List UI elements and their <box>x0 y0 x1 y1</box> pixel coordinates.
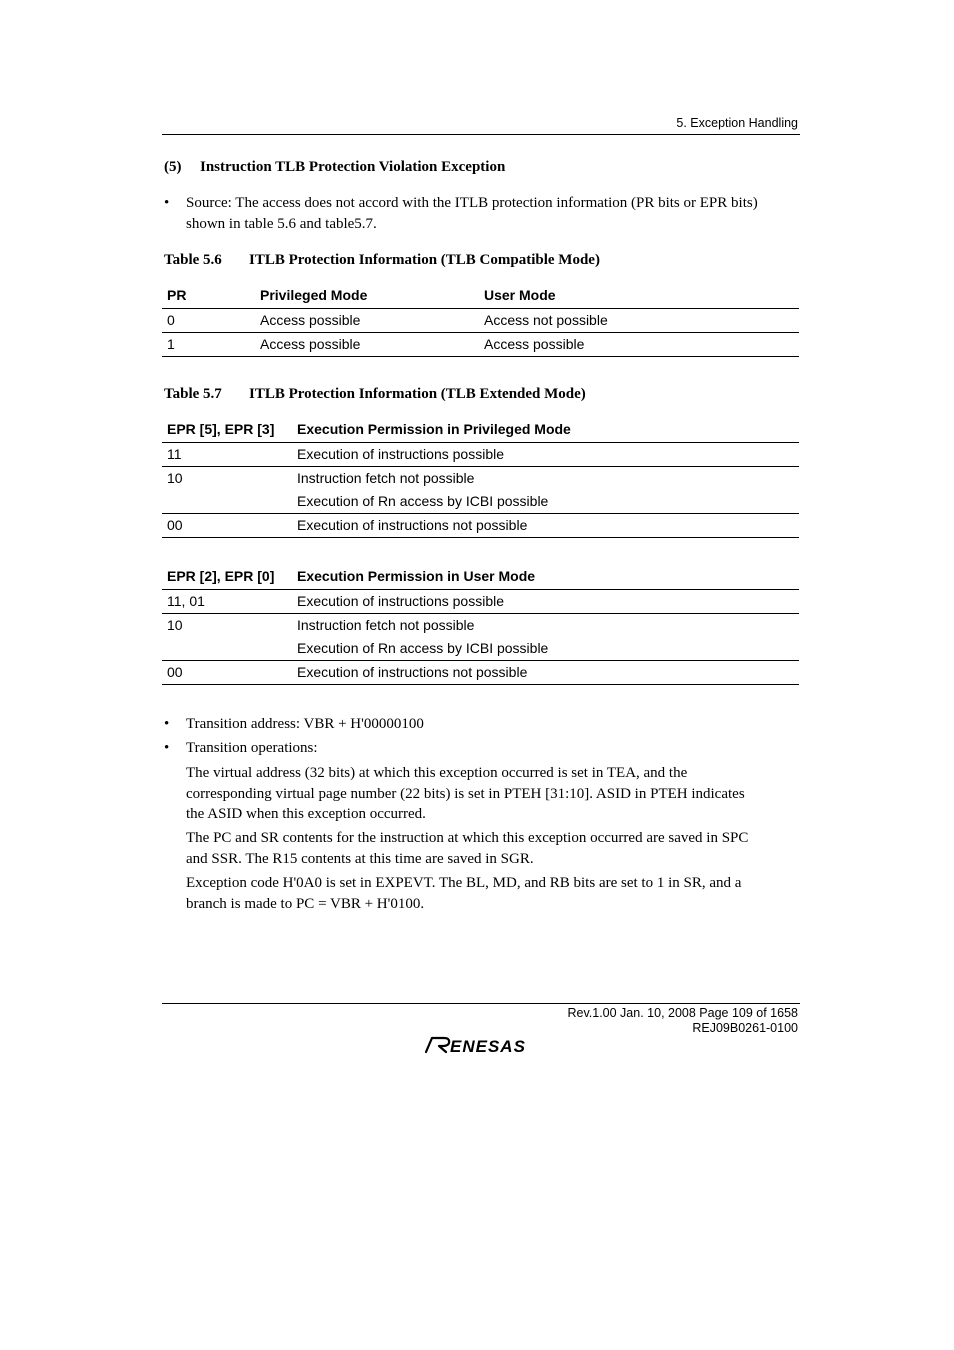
paragraph-line: The virtual address (32 bits) at which this exception occurred is set in TEA, and the <box>186 765 688 781</box>
header-user-mode: User Mode <box>479 282 799 309</box>
transition-operations-bullet <box>164 738 800 759</box>
paragraph-line: Exception code H'0A0 is set in EXPEVT. The BL, MD, and RB bits are set to 1 in SR, and a <box>186 875 742 891</box>
cell-permission-line-1: Instruction fetch not possible <box>297 617 475 633</box>
transition-paragraph-2 <box>186 828 800 869</box>
paragraph-line: and SSR. The R15 contents at this time are saved in SGR. <box>186 850 534 867</box>
table-row <box>162 333 799 357</box>
header-epr-5-3: EPR [5], EPR [3] <box>162 416 292 443</box>
cell-pr: 0 <box>167 312 175 328</box>
table-row <box>162 661 799 685</box>
table-5-6-caption <box>164 252 600 269</box>
cell-permission-line-1: Instruction fetch not possible <box>297 470 475 486</box>
paragraph-line: the ASID when this exception occurred. <box>186 806 426 822</box>
table-5-6-title: ITLB Protection Information (TLB Compatible Mode) <box>249 252 600 268</box>
table-5-7-title: ITLB Protection Information (TLB Extended Mode) <box>249 386 586 402</box>
cell-epr-value: 10 <box>167 470 183 486</box>
table-5-6 <box>162 282 799 357</box>
section-heading <box>164 159 505 176</box>
cell-epr-value: 00 <box>167 517 183 533</box>
renesas-logo <box>422 1033 542 1057</box>
cell-permission: Execution of instructions possible <box>297 593 504 609</box>
header-privileged-mode: Privileged Mode <box>255 282 479 309</box>
cell-epr-value: 00 <box>167 664 183 680</box>
running-header: 5. Exception Handling <box>676 116 798 130</box>
source-line-1: Source: The access does not accord with the ITLB protection information (PR bits or EPR bits) <box>186 195 758 211</box>
table-5-7-id: Table 5.7 <box>164 386 222 402</box>
cell-epr-value: 11 <box>167 446 182 462</box>
cell-privileged: Access possible <box>260 312 361 328</box>
header-privileged-permission: Execution Permission in Privileged Mode <box>292 416 799 443</box>
cell-privileged: Access possible <box>260 336 361 352</box>
svg-text:ENESAS: ENESAS <box>450 1037 526 1056</box>
cell-user: Access possible <box>484 336 585 352</box>
cell-permission-line-2: Execution of Rn access by ICBI possible <box>297 640 549 656</box>
cell-epr-value: 10 <box>167 617 183 633</box>
paragraph-line: branch is made to PC = VBR + H'0100. <box>186 895 425 912</box>
cell-pr: 1 <box>167 336 175 352</box>
transition-paragraph-1 <box>186 763 800 825</box>
table-row <box>162 309 799 333</box>
table-header-row <box>162 563 799 590</box>
table-row <box>162 614 799 661</box>
footer-rule <box>162 1003 800 1004</box>
table-row <box>162 514 799 538</box>
bullet-icon: • <box>164 716 170 732</box>
table-5-7-privileged <box>162 416 799 538</box>
transition-paragraph-3 <box>186 873 800 914</box>
table-row <box>162 443 799 467</box>
section-title: Instruction TLB Protection Violation Exception <box>200 159 506 175</box>
header-rule <box>162 134 800 135</box>
source-bullet <box>164 193 800 235</box>
table-5-7-caption <box>164 386 586 403</box>
table-row <box>162 590 799 614</box>
table-row <box>162 467 799 514</box>
bullet-icon: • <box>164 740 170 756</box>
transition-address-bullet <box>164 714 800 735</box>
cell-permission: Execution of instructions not possible <box>297 664 528 680</box>
bullet-icon: • <box>164 195 170 211</box>
transition-address-text: Transition address: VBR + H'00000100 <box>186 716 424 732</box>
cell-permission-line-2: Execution of Rn access by ICBI possible <box>297 493 549 509</box>
cell-epr-value: 11, 01 <box>167 593 205 609</box>
footer-doc-number: REJ09B0261-0100 <box>692 1021 798 1035</box>
table-header-row <box>162 282 799 309</box>
renesas-logo-icon <box>422 1033 542 1057</box>
table-5-7-user <box>162 563 799 685</box>
header-epr-2-0: EPR [2], EPR [0] <box>162 563 292 590</box>
header-user-permission: Execution Permission in User Mode <box>292 563 799 590</box>
footer-revision: Rev.1.00 Jan. 10, 2008 Page 109 of 1658 <box>567 1006 798 1020</box>
cell-permission: Execution of instructions possible <box>297 446 504 462</box>
table-5-6-id: Table 5.6 <box>164 252 222 268</box>
cell-user: Access not possible <box>484 312 608 328</box>
cell-permission: Execution of instructions not possible <box>297 517 528 533</box>
table-header-row <box>162 416 799 443</box>
header-pr: PR <box>162 282 255 309</box>
section-number: (5) <box>164 159 182 175</box>
paragraph-line: corresponding virtual page number (22 bits) is set in PTEH [31:10]. ASID in PTEH indicates <box>186 785 745 802</box>
source-line-2: shown in table 5.6 and table5.7. <box>186 216 377 232</box>
paragraph-line: The PC and SR contents for the instruction at which this exception occurred are saved in SPC <box>186 830 749 846</box>
transition-operations-label: Transition operations: <box>186 740 318 756</box>
